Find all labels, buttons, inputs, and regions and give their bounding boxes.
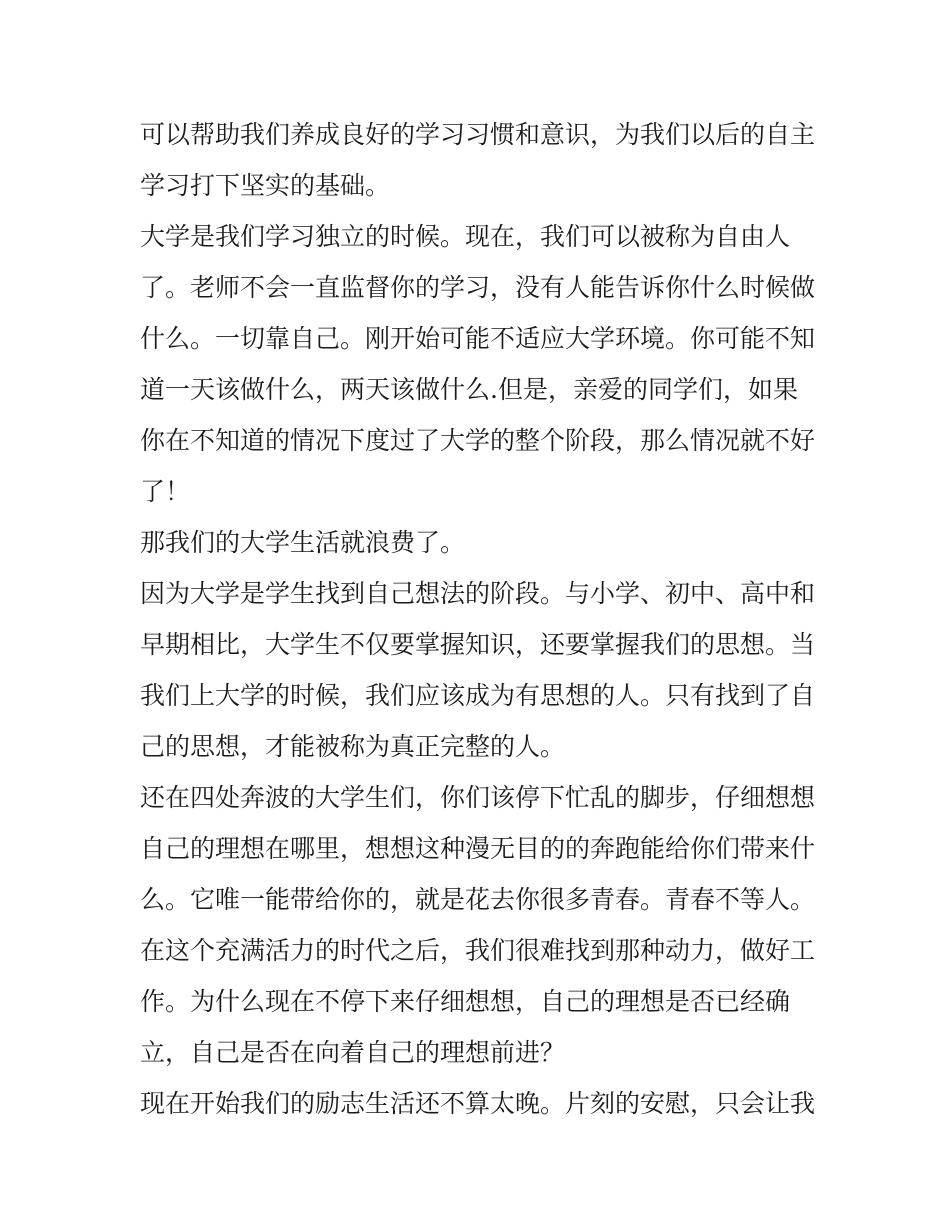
text-line: 己的思想，才能被称为真正完整的人。 bbox=[140, 732, 566, 761]
text-line: 什么。一切靠自己。刚开始可能不适应大学环境。你可能不知 bbox=[140, 324, 816, 353]
text-line: 你在不知道的情况下度过了大学的整个阶段，那么情况就不好 bbox=[140, 426, 816, 455]
text-line: 早期相比，大学生不仅要掌握知识，还要掌握我们的思想。当 bbox=[140, 630, 816, 659]
text-line: 可以帮助我们养成良好的学习习惯和意识，为我们以后的自主 bbox=[140, 120, 816, 149]
text-line: 作。为什么现在不停下来仔细想想，自己的理想是否已经确 bbox=[140, 987, 791, 1016]
text-line: 了。老师不会一直监督你的学习，没有人能告诉你什么时候做 bbox=[140, 273, 816, 302]
text-line: 我们上大学的时候，我们应该成为有思想的人。只有找到了自 bbox=[140, 681, 816, 710]
text-line: 了！ bbox=[140, 477, 191, 506]
text-line: 还在四处奔波的大学生们，你们该停下忙乱的脚步，仔细想想 bbox=[140, 783, 816, 812]
text-line: 学习打下坚实的基础。 bbox=[140, 171, 391, 200]
text-line: 自己的理想在哪里，想想这种漫无目的的奔跑能给你们带来什 bbox=[140, 834, 816, 863]
text-line: 道一天该做什么，两天该做什么.但是，亲爱的同学们，如果 bbox=[140, 375, 798, 404]
text-line: 在这个充满活力的时代之后，我们很难找到那种动力，做好工 bbox=[140, 936, 816, 965]
text-line: 么。它唯一能带给你的，就是花去你很多青春。青春不等人。 bbox=[140, 885, 816, 914]
text-line: 现在开始我们的励志生活还不算太晚。片刻的安慰，只会让我 bbox=[140, 1089, 816, 1118]
text-line: 立，自己是否在向着自己的理想前进？ bbox=[140, 1038, 566, 1067]
text-line: 大学是我们学习独立的时候。现在，我们可以被称为自由人 bbox=[140, 222, 791, 251]
text-line: 那我们的大学生活就浪费了。 bbox=[140, 528, 466, 557]
document-body bbox=[140, 109, 816, 1129]
text-line: 因为大学是学生找到自己想法的阶段。与小学、初中、高中和 bbox=[140, 579, 816, 608]
